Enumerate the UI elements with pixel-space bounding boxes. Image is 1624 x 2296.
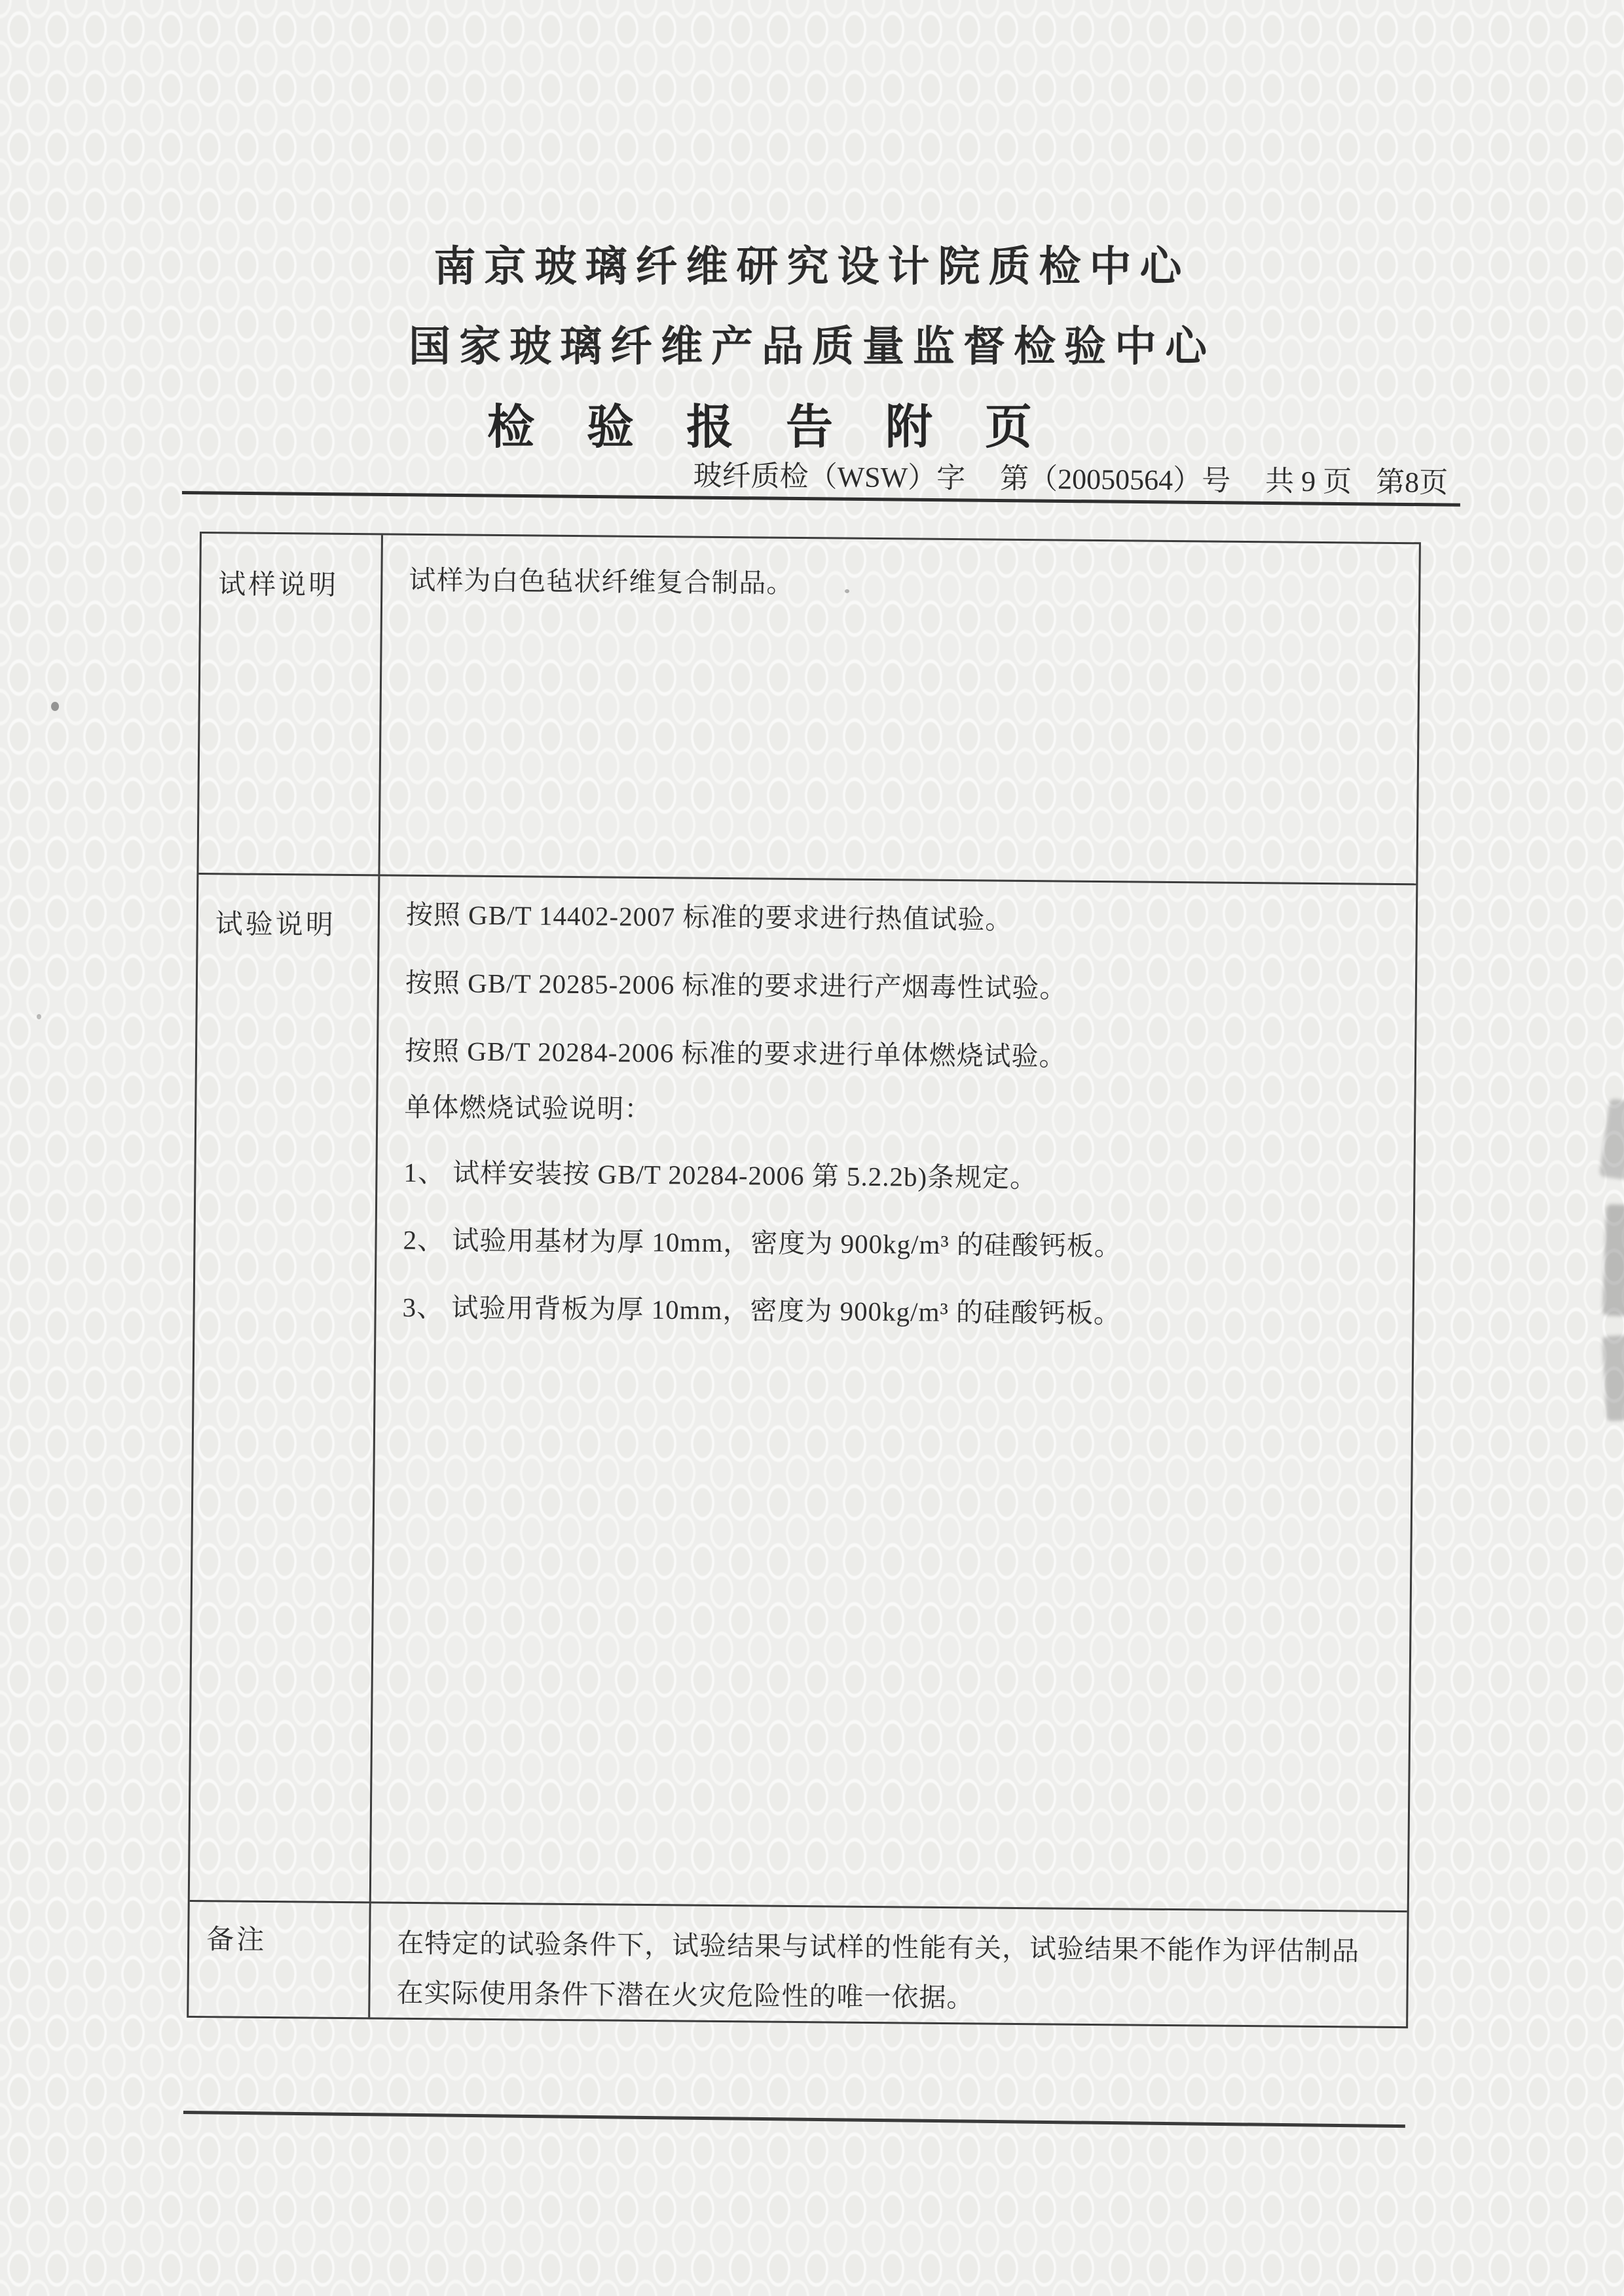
row-content-remarks xyxy=(370,1903,1407,2026)
org-name-line-2: 国家玻璃纤维产品质量监督检验中心 xyxy=(409,323,1215,370)
org-name-line-1: 南京玻璃纤维研究设计院质检中心 xyxy=(434,244,1190,290)
table-row-test-description xyxy=(190,873,1416,1911)
row-label-sample-description: 试样说明 xyxy=(198,534,383,874)
cell-line: 单体燃烧试验说明： xyxy=(404,1091,652,1124)
cell-line: 试样为白色毡状纤维复合制品。 xyxy=(409,564,794,598)
report-current-page: 第8页 xyxy=(1376,466,1449,500)
report-table xyxy=(187,532,1421,2028)
cell-line: 1、 试样安装按 GB/T 20284-2006 第 5.2.2b)条规定。 xyxy=(403,1157,1038,1193)
table-row-remarks xyxy=(189,1900,1407,2026)
scan-speck xyxy=(51,702,59,711)
row-content-sample-description xyxy=(380,535,1418,883)
cell-line: 按照 GB/T 20285-2006 标准的要求进行产烟毒性试验。 xyxy=(405,967,1067,1004)
scan-speck xyxy=(845,589,849,593)
cell-line: 按照 GB/T 20284-2006 标准的要求进行单体燃烧试验。 xyxy=(404,1035,1067,1072)
cell-line: 在特定的试验条件下，试验结果与试样的性能有关，试验结果不能作为评估制品 xyxy=(396,1927,1360,1967)
row-label-test-description: 试验说明 xyxy=(190,875,380,1902)
cell-line: 在实际使用条件下潜在火灾危险性的唯一依据。 xyxy=(396,1977,974,2013)
cell-line: 按照 GB/T 14402-2007 标准的要求进行热值试验。 xyxy=(405,899,1013,935)
row-label-remarks: 备注 xyxy=(189,1902,371,2017)
scan-speck xyxy=(37,1014,41,1019)
report-ref-prefix: 玻纤质检（WSW）字 xyxy=(693,459,966,494)
scan-edge-artifact xyxy=(1602,1204,1624,1316)
report-reference-line xyxy=(693,452,1449,501)
cell-line: 2、 试验用基材为厚 10mm，密度为 900kg/m³ 的硅酸钙板。 xyxy=(403,1224,1122,1261)
scan-edge-artifact xyxy=(1599,1099,1624,1180)
report-total-pages: 共 9 页 xyxy=(1265,465,1352,498)
scan-edge-artifact xyxy=(1602,1335,1624,1421)
footer-rule xyxy=(183,2111,1405,2128)
cell-line: 3、 试验用背板为厚 10mm，密度为 900kg/m³ 的硅酸钙板。 xyxy=(402,1292,1122,1328)
report-ref-number: 第（20050564）号 xyxy=(1000,462,1231,497)
document-title: 检验报告附页 xyxy=(487,401,1084,454)
table-row-sample-description xyxy=(198,534,1418,883)
row-content-test-description xyxy=(371,876,1416,1910)
